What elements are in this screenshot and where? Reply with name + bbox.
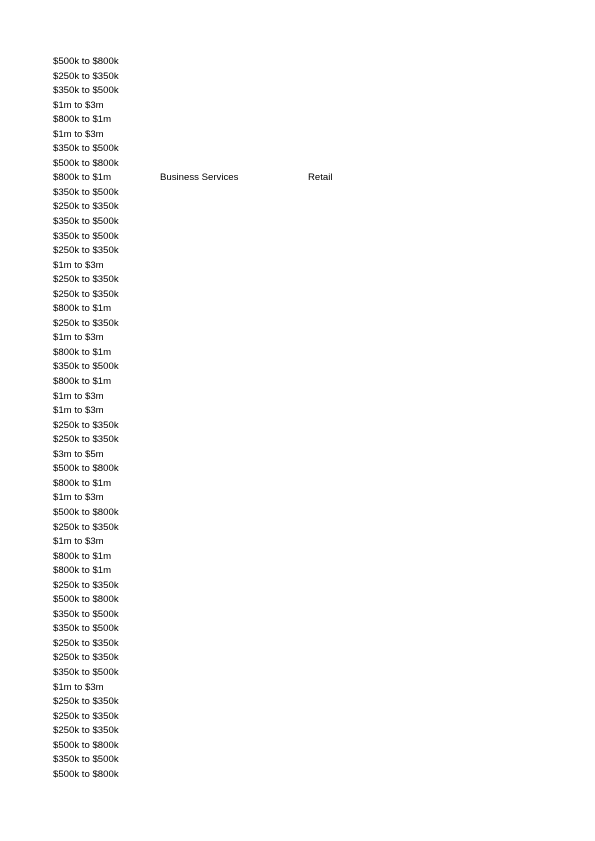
revenue-range-cell: $1m to $3m xyxy=(53,536,104,548)
revenue-range-cell: $250k to $350k xyxy=(53,274,119,286)
table-row xyxy=(53,55,573,70)
table-row xyxy=(53,360,573,375)
revenue-range-cell: $350k to $500k xyxy=(53,608,119,620)
revenue-range-cell: $500k to $800k xyxy=(53,768,119,780)
revenue-range-cell: $500k to $800k xyxy=(53,506,119,518)
revenue-range-cell: $1m to $3m xyxy=(53,405,104,417)
revenue-range-cell: $250k to $350k xyxy=(53,579,119,591)
table-row xyxy=(53,317,573,332)
revenue-range-cell: $1m to $3m xyxy=(53,332,104,344)
revenue-range-cell: $500k to $800k xyxy=(53,463,119,475)
table-row xyxy=(53,113,573,128)
table-row xyxy=(53,462,573,477)
table-row xyxy=(53,346,573,361)
revenue-range-cell: $250k to $350k xyxy=(53,652,119,664)
revenue-range-cell: $250k to $350k xyxy=(53,201,119,213)
table-row xyxy=(53,99,573,114)
revenue-range-cell: $1m to $3m xyxy=(53,99,104,111)
table-row xyxy=(53,448,573,463)
revenue-range-cell: $500k to $800k xyxy=(53,157,119,169)
table-row xyxy=(53,521,573,536)
table-row xyxy=(53,550,573,565)
table-row xyxy=(53,186,573,201)
revenue-range-cell: $250k to $350k xyxy=(53,317,119,329)
table-row xyxy=(53,593,573,608)
revenue-range-cell: $350k to $500k xyxy=(53,754,119,766)
table-row xyxy=(53,753,573,768)
revenue-range-cell: $1m to $3m xyxy=(53,390,104,402)
revenue-range-cell: $350k to $500k xyxy=(53,230,119,242)
revenue-range-cell: $350k to $500k xyxy=(53,666,119,678)
revenue-range-cell: $800k to $1m xyxy=(53,565,112,577)
table-row xyxy=(53,70,573,85)
table-row xyxy=(53,259,573,274)
table-row xyxy=(53,230,573,245)
table-row xyxy=(53,433,573,448)
revenue-range-cell: $3m to $5m xyxy=(53,448,104,460)
revenue-range-cell: $1m to $3m xyxy=(53,681,104,693)
table-row xyxy=(53,244,573,259)
revenue-range-cell: $1m to $3m xyxy=(53,259,104,271)
table-row xyxy=(53,724,573,739)
revenue-range-cell: $1m to $3m xyxy=(53,492,104,504)
revenue-range-cell: $350k to $500k xyxy=(53,186,119,198)
table-row xyxy=(53,302,573,317)
table-row xyxy=(53,390,573,405)
revenue-range-cell: $500k to $800k xyxy=(53,56,119,67)
revenue-range-cell: $250k to $350k xyxy=(53,725,119,737)
revenue-range-cell: $250k to $350k xyxy=(53,710,119,722)
revenue-range-cell: $250k to $350k xyxy=(53,245,119,257)
table-row xyxy=(53,695,573,710)
table-row xyxy=(53,681,573,696)
revenue-range-cell: $250k to $350k xyxy=(53,696,119,708)
revenue-range-cell: $250k to $350k xyxy=(53,70,119,82)
revenue-range-cell: $800k to $1m xyxy=(53,346,112,358)
table-row xyxy=(53,622,573,637)
revenue-range-cell: $800k to $1m xyxy=(53,477,112,489)
revenue-range-cell: $350k to $500k xyxy=(53,361,119,373)
table-row xyxy=(53,666,573,681)
table-row xyxy=(53,506,573,521)
revenue-range-cell: $500k to $800k xyxy=(53,594,119,606)
table-row xyxy=(53,608,573,623)
table-row xyxy=(53,419,573,434)
table-row xyxy=(53,651,573,666)
revenue-range-cell: $250k to $350k xyxy=(53,419,119,431)
revenue-range-cell: $350k to $500k xyxy=(53,216,119,228)
revenue-range-cell: $800k to $1m xyxy=(53,550,112,562)
table-row xyxy=(53,491,573,506)
revenue-range-cell: $250k to $350k xyxy=(53,637,119,649)
revenue-range-cell: $350k to $500k xyxy=(53,85,119,97)
data-rows xyxy=(53,55,573,782)
table-row xyxy=(53,200,573,215)
revenue-range-cell: $350k to $500k xyxy=(53,143,119,155)
table-row xyxy=(53,375,573,390)
table-row xyxy=(53,739,573,754)
revenue-range-cell: $500k to $800k xyxy=(53,739,119,751)
table-row xyxy=(53,171,573,186)
table-row xyxy=(53,215,573,230)
revenue-range-cell: $250k to $350k xyxy=(53,434,119,446)
revenue-range-cell: $1m to $3m xyxy=(53,128,104,140)
table-row xyxy=(53,273,573,288)
table-row xyxy=(53,404,573,419)
revenue-range-cell: $800k to $1m xyxy=(53,303,112,315)
revenue-range-cell: $250k to $350k xyxy=(53,288,119,300)
industry-cell: Business Services xyxy=(160,172,239,184)
table-row xyxy=(53,710,573,725)
sector-cell: Retail xyxy=(308,172,333,184)
revenue-range-cell: $800k to $1m xyxy=(53,114,112,126)
revenue-range-cell: $250k to $350k xyxy=(53,521,119,533)
table-row xyxy=(53,331,573,346)
table-row xyxy=(53,157,573,172)
table-row xyxy=(53,535,573,550)
table-row xyxy=(53,288,573,303)
table-row xyxy=(53,768,573,783)
table-row xyxy=(53,84,573,99)
table-row xyxy=(53,579,573,594)
revenue-range-cell: $800k to $1m xyxy=(53,172,112,184)
table-row xyxy=(53,477,573,492)
revenue-range-cell: $350k to $500k xyxy=(53,623,119,635)
table-row xyxy=(53,128,573,143)
table-row xyxy=(53,637,573,652)
table-row xyxy=(53,564,573,579)
table-row xyxy=(53,142,573,157)
revenue-range-cell: $800k to $1m xyxy=(53,376,112,388)
